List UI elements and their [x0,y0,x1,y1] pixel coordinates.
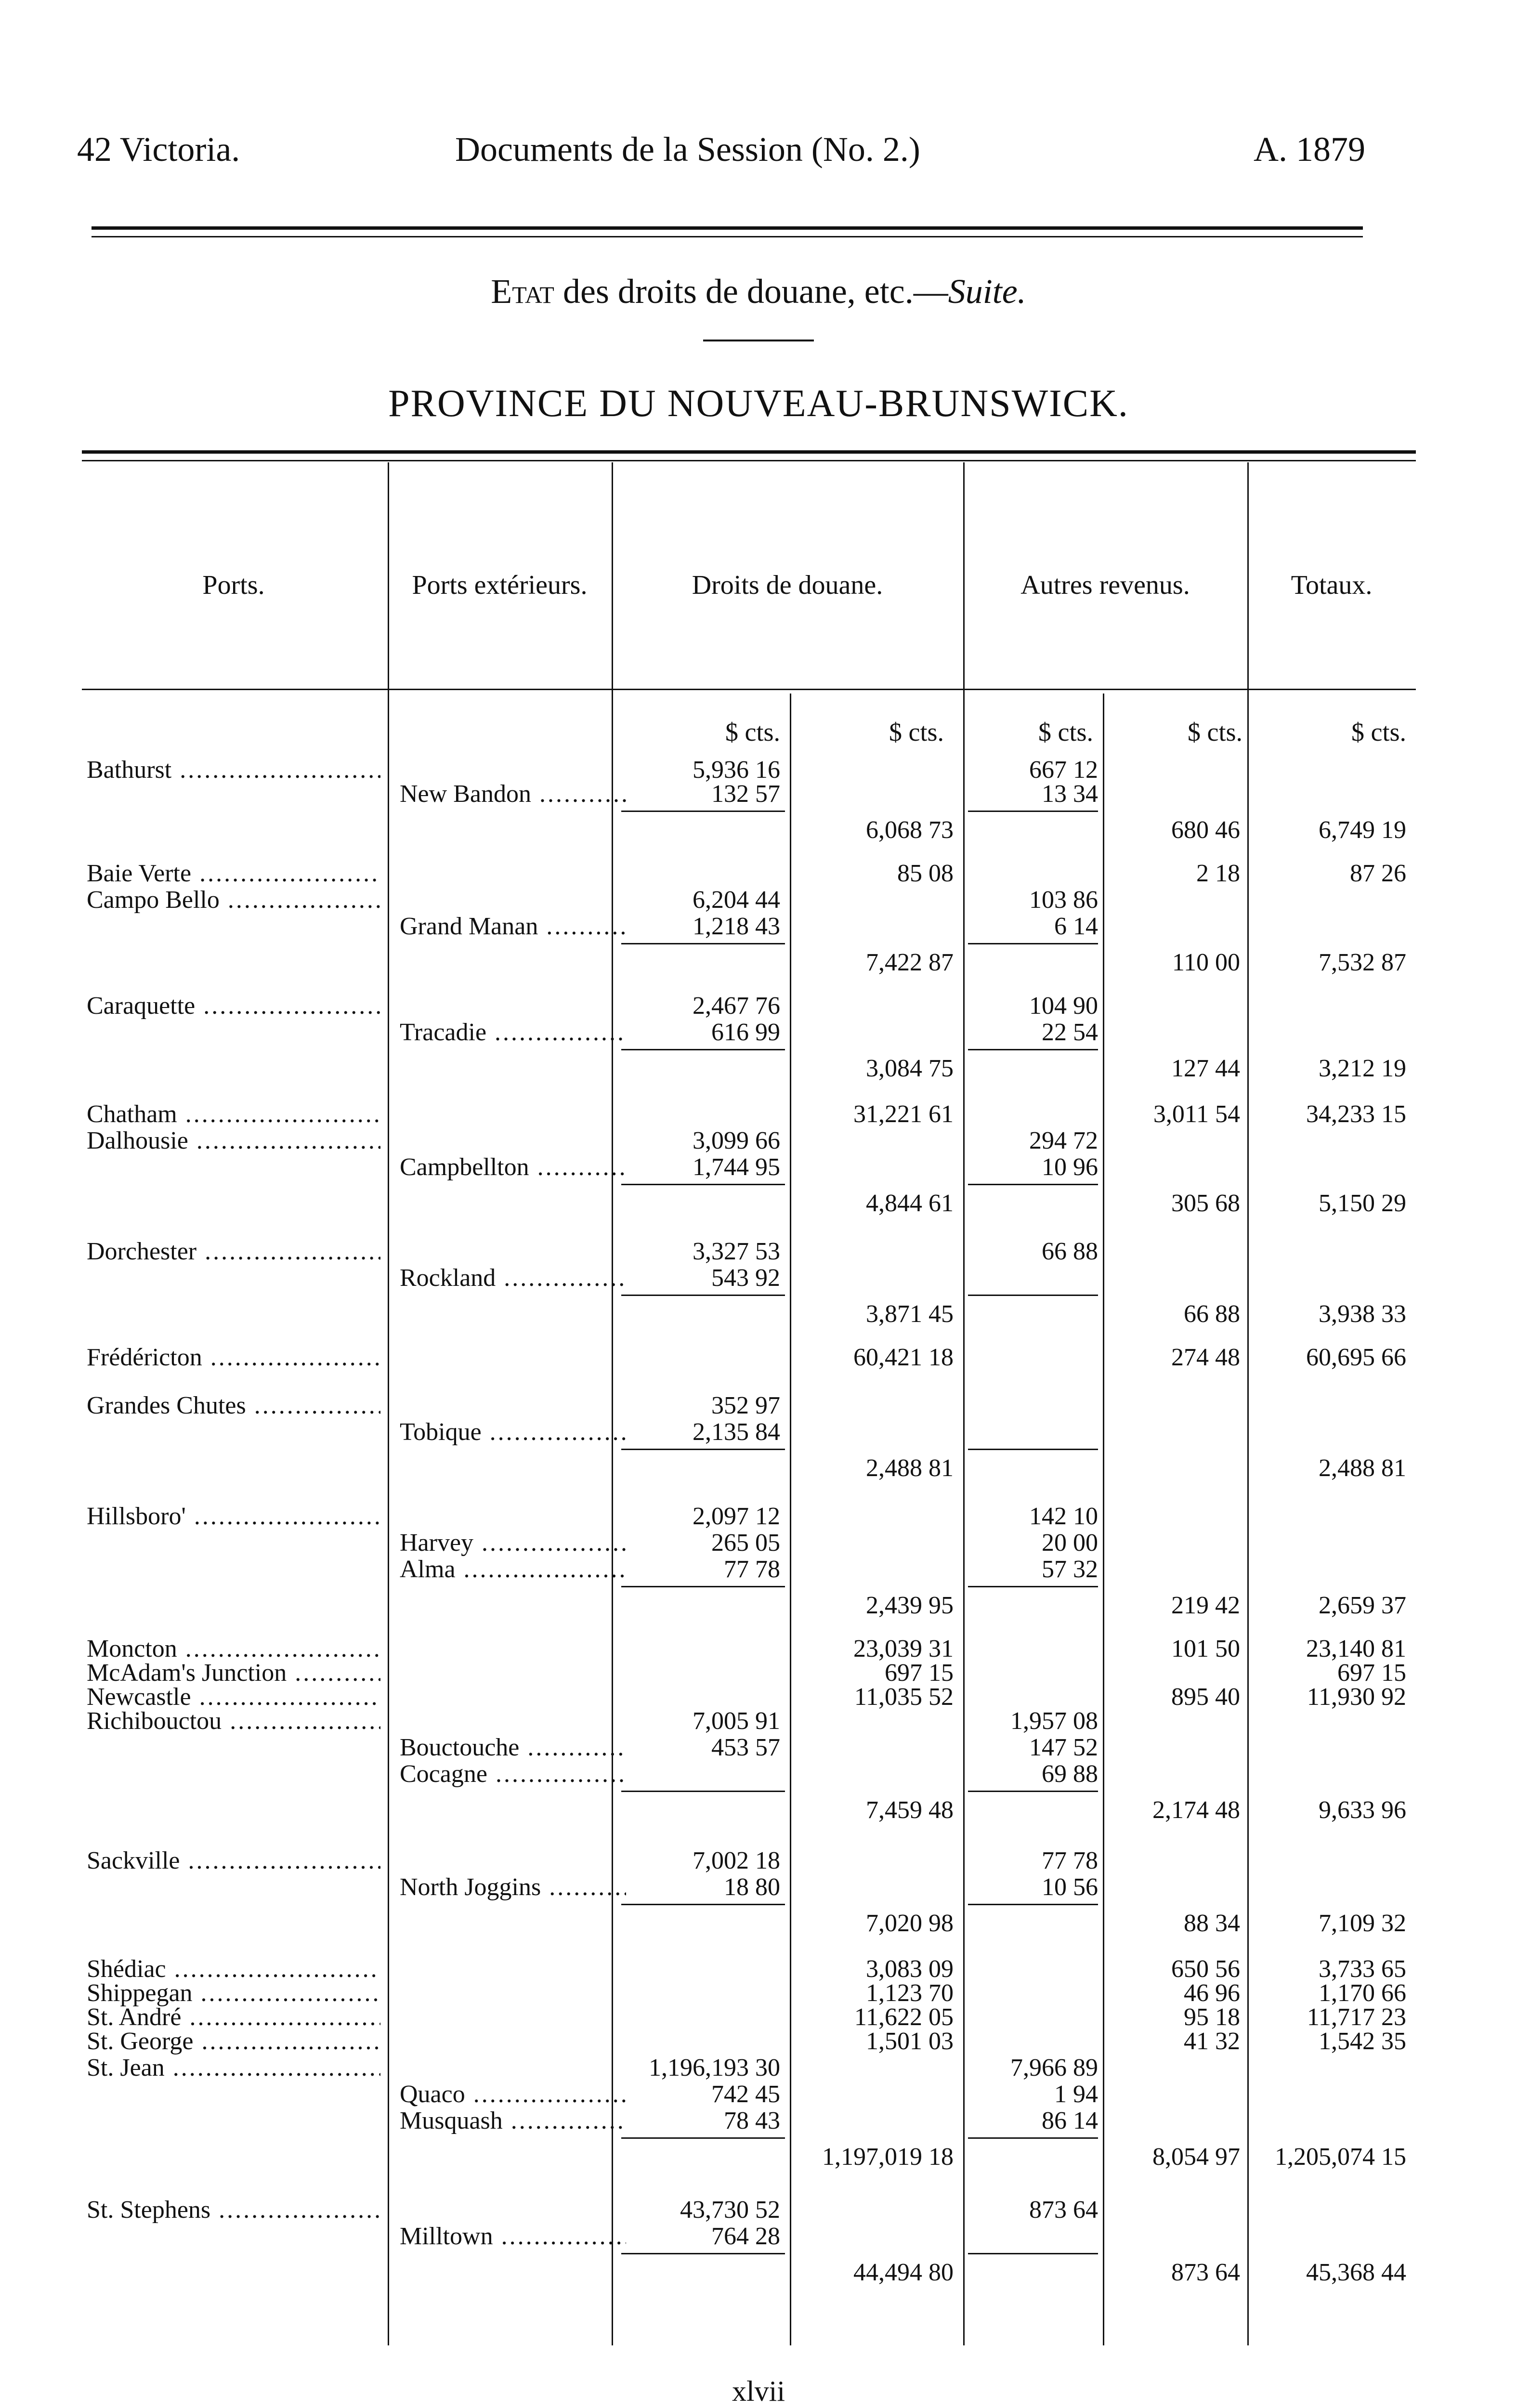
subtitle-text: des droits de douane, etc.— [554,272,948,311]
autres-total-value: 101 50 [1171,1635,1240,1662]
autres-total-value: 88 34 [1184,1910,1240,1937]
subtitle-suite: Suite. [948,272,1026,311]
subtitle-divider [703,340,814,341]
autres-detail-value: 7,966 89 [1010,2054,1098,2081]
subtotal-rule-droits [621,1449,785,1450]
subtotal-rule-autres [968,1295,1098,1296]
droits-total-value: 11,622 05 [854,2003,954,2031]
outport-name: Quaco ..... [400,2081,626,2108]
port-name: Campo Bello ..... [87,886,380,914]
autres-detail-value: 294 72 [1029,1127,1098,1154]
column-header-ports: Ports. [202,570,265,600]
droits-total-value: 697 15 [885,1659,954,1687]
droits-detail-value: 43,730 52 [680,2196,780,2224]
total-value: 1,205,074 15 [1275,2143,1406,2171]
droits-detail-value: 132 57 [711,780,780,808]
port-name: Bathurst ..... [87,756,380,784]
port-name: Dalhousie ..... [87,1127,380,1155]
droits-detail-value: 742 45 [711,2081,780,2108]
port-name: St. George ..... [87,2028,380,2055]
table-top-rule-thick [82,450,1416,454]
port-name: St. Stephens ..... [87,2196,380,2224]
autres-detail-value: 6 14 [1054,913,1098,940]
total-value: 1,170 66 [1319,1979,1406,2007]
droits-total-value: 1,197,019 18 [822,2143,954,2171]
autres-detail-value: 66 88 [1042,1238,1098,1265]
total-value: 6,749 19 [1319,816,1406,844]
droits-total-value: 44,494 80 [853,2259,954,2286]
port-name: Baie Verte ..... [87,860,380,888]
running-head-center: Documents de la Session (No. 2.) [455,130,920,169]
total-value: 7,109 32 [1319,1910,1406,1937]
total-value: 45,368 44 [1306,2259,1406,2286]
subtotal-rule-autres [968,1791,1098,1792]
autres-detail-value: 103 86 [1029,886,1098,914]
subtotal-rule-droits [621,2253,785,2254]
port-name: Dorchester ..... [87,1238,380,1266]
port-name: Shippegan ..... [87,1979,380,2007]
total-value: 87 26 [1350,860,1406,887]
port-name: Moncton ..... [87,1635,380,1663]
port-name: Hillsboro' ..... [87,1503,380,1531]
page-number: xlvii [732,2375,785,2407]
table-top-rule-thin [82,460,1416,461]
unit-droits-detail: $ cts. [725,718,780,746]
outport-name: North Joggins ..... [400,1873,626,1901]
header-bottom-rule [82,689,1416,690]
total-value: 697 15 [1337,1659,1406,1687]
droits-total-value: 85 08 [897,860,954,887]
outport-name: Harvey ..... [400,1529,626,1557]
subtotal-rule-autres [968,811,1098,812]
autres-total-value: 46 96 [1184,1979,1240,2007]
droits-detail-value: 616 99 [711,1019,780,1046]
outport-name: Campbellton ..... [400,1153,626,1181]
port-name: Newcastle ..... [87,1683,380,1711]
subtotal-rule-droits [621,1295,785,1296]
autres-detail-value: 57 32 [1042,1556,1098,1583]
droits-total-value: 3,871 45 [866,1300,954,1328]
outport-name: Rockland ..... [400,1264,626,1292]
column-divider-ports [388,462,389,2345]
subtotal-rule-droits [621,1184,785,1185]
total-value: 5,150 29 [1319,1190,1406,1217]
port-name: Grandes Chutes ..... [87,1392,380,1420]
droits-detail-value: 78 43 [724,2107,780,2134]
droits-detail-value: 2,097 12 [693,1503,780,1530]
droits-detail-value: 453 57 [711,1734,780,1761]
column-divider-droits [963,462,965,2345]
outport-name: Alma ..... [400,1556,626,1584]
autres-detail-value: 1 94 [1054,2081,1098,2108]
province-title: PROVINCE DU NOUVEAU-BRUNSWICK. [388,382,1129,425]
subtotal-rule-autres [968,1449,1098,1450]
droits-detail-value: 1,218 43 [693,913,780,940]
outport-name: Cocagne ..... [400,1760,626,1788]
total-value: 23,140 81 [1306,1635,1406,1662]
autres-detail-value: 10 96 [1042,1153,1098,1181]
autres-detail-value: 22 54 [1042,1019,1098,1046]
autres-total-value: 895 40 [1171,1683,1240,1711]
droits-detail-value: 265 05 [711,1529,780,1557]
autres-total-value: 219 42 [1171,1592,1240,1619]
droits-total-value: 3,084 75 [866,1055,954,1082]
autres-detail-value: 147 52 [1029,1734,1098,1761]
autres-total-value: 2 18 [1196,860,1240,887]
autres-total-value: 8,054 97 [1152,2143,1240,2171]
subtotal-rule-autres [968,1904,1098,1905]
column-divider-autres [1247,462,1249,2345]
autres-total-value: 66 88 [1184,1300,1240,1328]
total-value: 1,542 35 [1319,2028,1406,2055]
column-header-droits: Droits de douane. [692,570,883,600]
column-divider-exterieurs [612,462,613,2345]
droits-total-value: 23,039 31 [853,1635,954,1662]
outport-name: Grand Manan ..... [400,913,626,941]
column-header-autres: Autres revenus. [1020,570,1190,600]
subtotal-rule-droits [621,1904,785,1905]
outport-name: Tobique ..... [400,1418,626,1446]
autres-total-value: 873 64 [1171,2259,1240,2286]
outport-name: Tracadie ..... [400,1019,626,1047]
autres-total-value: 95 18 [1184,2003,1240,2031]
droits-detail-value: 2,135 84 [693,1418,780,1446]
autres-detail-value: 104 90 [1029,992,1098,1020]
droits-detail-value: 7,002 18 [693,1847,780,1874]
header-rule-thin [92,236,1363,237]
table-subtitle [0,270,1517,313]
port-name: McAdam's Junction ..... [87,1659,380,1687]
droits-detail-value: 1,744 95 [693,1153,780,1181]
droits-total-value: 3,083 09 [866,1955,954,1983]
droits-detail-value: 5,936 16 [693,756,780,784]
autres-detail-value: 142 10 [1029,1503,1098,1530]
total-value: 11,717 23 [1307,2003,1406,2031]
outport-name: Milltown ..... [400,2223,626,2251]
autres-detail-value: 20 00 [1042,1529,1098,1557]
droits-detail-value: 3,327 53 [693,1238,780,1265]
subtotal-rule-autres [968,1049,1098,1050]
header-rule-thick [92,226,1363,230]
subtotal-rule-droits [621,2137,785,2139]
port-name: Caraquette ..... [87,992,380,1020]
droits-detail-value: 2,467 76 [693,992,780,1020]
unit-autres-total: $ cts. [1188,718,1242,746]
autres-total-value: 41 32 [1184,2028,1240,2055]
subtotal-rule-droits [621,1586,785,1587]
total-value: 3,212 19 [1319,1055,1406,1082]
total-value: 2,659 37 [1319,1592,1406,1619]
unit-autres-detail: $ cts. [1038,718,1093,746]
subtotal-rule-autres [968,943,1098,944]
autres-total-value: 305 68 [1171,1190,1240,1217]
subtotal-rule-droits [621,1791,785,1792]
droits-total-value: 6,068 73 [866,816,954,844]
total-value: 34,233 15 [1306,1100,1406,1128]
droits-detail-value: 1,196,193 30 [649,2054,780,2081]
subtotal-rule-autres [968,2137,1098,2139]
port-name: St. Jean ..... [87,2054,380,2082]
autres-detail-value: 13 34 [1042,780,1098,808]
column-divider-autres-inner [1103,694,1104,2345]
subtotal-rule-autres [968,1184,1098,1185]
port-name: Richibouctou ..... [87,1707,380,1735]
subtotal-rule-autres [968,2253,1098,2254]
outport-name: Bouctouche ..... [400,1734,626,1762]
subtotal-rule-droits [621,943,785,944]
autres-detail-value: 77 78 [1042,1847,1098,1874]
autres-total-value: 650 56 [1171,1955,1240,1983]
droits-detail-value: 7,005 91 [693,1707,780,1735]
subtotal-rule-autres [968,1586,1098,1587]
running-head-left: 42 Victoria. [77,130,240,169]
droits-total-value: 31,221 61 [853,1100,954,1128]
autres-total-value: 127 44 [1171,1055,1240,1082]
droits-detail-value: 6,204 44 [693,886,780,914]
autres-detail-value: 1,957 08 [1010,1707,1098,1735]
autres-total-value: 110 00 [1172,949,1240,976]
droits-detail-value: 352 97 [711,1392,780,1419]
droits-detail-value: 543 92 [711,1264,780,1292]
total-value: 3,938 33 [1319,1300,1406,1328]
outport-name: Musquash ..... [400,2107,626,2135]
autres-total-value: 680 46 [1171,816,1240,844]
autres-total-value: 2,174 48 [1152,1796,1240,1824]
droits-total-value: 11,035 52 [854,1683,954,1711]
autres-detail-value: 873 64 [1029,2196,1098,2224]
droits-total-value: 60,421 18 [853,1344,954,1371]
port-name: Shédiac ..... [87,1955,380,1983]
total-value: 11,930 92 [1307,1683,1406,1711]
droits-detail-value: 3,099 66 [693,1127,780,1154]
droits-total-value: 2,439 95 [866,1592,954,1619]
droits-detail-value: 77 78 [724,1556,780,1583]
droits-total-value: 2,488 81 [866,1454,954,1482]
port-name: Chatham ..... [87,1100,380,1128]
column-header-totaux: Totaux. [1291,570,1373,600]
total-value: 60,695 66 [1306,1344,1406,1371]
total-value: 2,488 81 [1319,1454,1406,1482]
droits-total-value: 7,020 98 [866,1910,954,1937]
subtotal-rule-droits [621,811,785,812]
autres-detail-value: 69 88 [1042,1760,1098,1788]
outport-name: New Bandon ..... [400,780,626,808]
subtitle-etat: Etat [491,272,554,311]
unit-droits-total: $ cts. [889,718,944,746]
droits-detail-value: 764 28 [711,2223,780,2250]
port-name: Sackville ..... [87,1847,380,1875]
autres-total-value: 3,011 54 [1153,1100,1240,1128]
droits-total-value: 7,459 48 [866,1796,954,1824]
column-header-ports-exterieurs: Ports extérieurs. [412,570,588,600]
port-name: St. André ..... [87,2003,380,2031]
droits-total-value: 1,501 03 [866,2028,954,2055]
total-value: 7,532 87 [1319,949,1406,976]
column-divider-droits-inner [790,694,791,2345]
total-value: 3,733 65 [1319,1955,1406,1983]
droits-total-value: 1,123 70 [866,1979,954,2007]
port-name: Frédéricton ..... [87,1344,380,1372]
autres-detail-value: 10 56 [1042,1873,1098,1901]
autres-detail-value: 86 14 [1042,2107,1098,2134]
droits-total-value: 4,844 61 [866,1190,954,1217]
droits-detail-value: 18 80 [724,1873,780,1901]
autres-detail-value: 667 12 [1029,756,1098,784]
total-value: 9,633 96 [1319,1796,1406,1824]
subtotal-rule-droits [621,1049,785,1050]
autres-total-value: 274 48 [1171,1344,1240,1371]
droits-total-value: 7,422 87 [866,949,954,976]
unit-totaux: $ cts. [1351,718,1406,746]
running-head-right: A. 1879 [1254,130,1365,169]
